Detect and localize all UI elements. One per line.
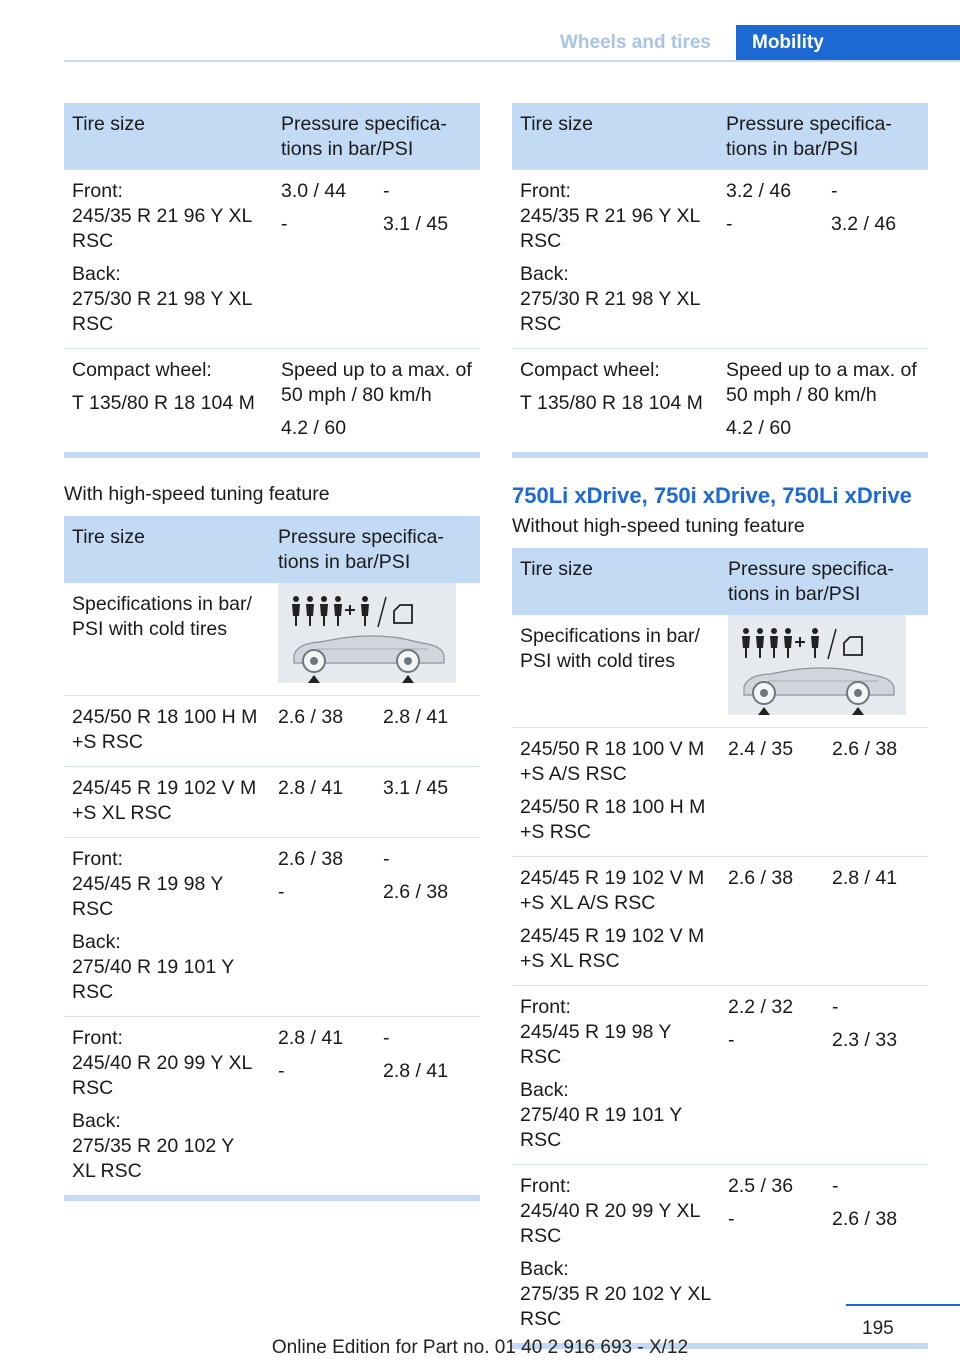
col-header-tire-size: Tire size xyxy=(512,548,720,615)
table-row xyxy=(512,728,928,857)
pressure-cell: 2.8 / 41 - xyxy=(278,1027,344,1082)
header-chapter-tab: Mobility xyxy=(736,25,960,62)
tire-table-right-1 xyxy=(512,103,928,452)
tire-size-cell: Compact wheel: T 135/80 R 18 104 M xyxy=(72,359,255,414)
col-header-tire-size: Tire size xyxy=(512,103,718,170)
tire-table-left-2 xyxy=(64,516,480,1195)
tire-table-right-2 xyxy=(512,548,928,1343)
table-end-rule xyxy=(512,452,928,458)
tire-table-left-1 xyxy=(64,103,480,452)
pressure-cell: 2.6 / 38 xyxy=(720,857,824,986)
pressure-cell: - 2.6 / 38 xyxy=(375,838,480,1017)
spec-label-cell: Specifications in bar/ PSI with cold tires xyxy=(64,583,270,696)
tire-size-cell: Front: 245/45 R 19 98 Y RSC Back: 275/40 R 19 101 Y RSC xyxy=(512,986,720,1165)
col-header-tire-size: Tire size xyxy=(64,103,273,170)
table-row xyxy=(64,583,480,696)
footer-edition: Online Edition for Part no. 01 40 2 916 693 - X/12 xyxy=(271,1337,689,1358)
pressure-cell: 2.8 / 41 xyxy=(270,767,375,838)
page-number-rule xyxy=(846,1304,960,1306)
tire-size-cell: Front: 245/35 R 21 96 Y XL RSC Back: 275/30 R 21 98 Y XL RSC xyxy=(64,170,273,349)
pressure-cell: 2.6 / 38 - xyxy=(270,838,375,1017)
table-row xyxy=(512,857,928,986)
pressure-cell: 3.1 / 45 xyxy=(375,767,480,838)
tire-size-cell: Front: 245/35 R 21 96 Y XL RSC Back: 275/30 R 21 98 Y XL RSC xyxy=(512,170,718,349)
table-row xyxy=(512,349,928,453)
pressure-cell: 2.6 / 38 xyxy=(270,696,375,767)
col-header-pressure: Pressure specifica- tions in bar/PSI xyxy=(718,103,928,170)
table-row xyxy=(64,696,480,767)
table-row xyxy=(64,349,480,453)
compact-wheel-note: Speed up to a max. of 50 mph / 80 km/h 4.2 / 60 xyxy=(726,359,917,439)
pressure-cell: 2.5 / 36 - xyxy=(728,1175,794,1230)
header-rule xyxy=(64,60,960,62)
table-row xyxy=(64,767,480,838)
pressure-cell: 2.8 / 41 xyxy=(824,857,928,986)
header-section-title: Wheels and tires xyxy=(560,32,711,53)
pressure-cell: - 3.1 / 45 xyxy=(375,170,480,349)
tire-size-cell: Front: 245/40 R 20 99 Y XL RSC Back: 275/35 R 20 102 Y XL RSC xyxy=(72,1027,252,1182)
vehicle-load-icon xyxy=(278,583,456,683)
pressure-cell: 2.2 / 32 - xyxy=(720,986,824,1165)
table-end-rule xyxy=(64,452,480,458)
tire-size-cell: 245/50 R 18 100 V M +S A/S RSC 245/50 R 18 100 H M +S RSC xyxy=(512,728,720,857)
spec-label-cell: Specifications in bar/ PSI with cold tires xyxy=(512,615,720,728)
table-row xyxy=(64,170,480,349)
pressure-cell: - 3.2 / 46 xyxy=(823,170,928,349)
tire-size-cell: Front: 245/40 R 20 99 Y XL RSC Back: 275/35 R 20 102 Y XL RSC xyxy=(520,1175,711,1330)
tire-size-cell: 245/45 R 19 102 V M +S XL RSC xyxy=(64,767,270,838)
page-number: 195 xyxy=(862,1318,894,1339)
no-high-speed-caption: Without high-speed tuning feature xyxy=(512,515,805,537)
table-row xyxy=(64,1017,480,1196)
col-header-pressure: Pressure specifica- tions in bar/PSI xyxy=(273,103,480,170)
tire-size-cell: Compact wheel: T 135/80 R 18 104 M xyxy=(520,359,703,414)
pressure-cell: 2.4 / 35 xyxy=(720,728,824,857)
pressure-cell: - 2.8 / 41 xyxy=(383,1027,449,1082)
tire-size-cell: 245/45 R 19 102 V M +S XL A/S RSC 245/45 R 19 102 V M +S XL RSC xyxy=(512,857,720,986)
tire-size-cell: Front: 245/45 R 19 98 Y RSC Back: 275/40 R 19 101 Y RSC xyxy=(64,838,270,1017)
section-heading: 750Li xDrive, 750i xDrive, 750Li xDrive xyxy=(512,483,912,508)
pressure-cell: 3.0 / 44 - xyxy=(273,170,375,349)
compact-wheel-note: Speed up to a max. of 50 mph / 80 km/h 4.2 / 60 xyxy=(281,359,472,439)
col-header-pressure: Pressure specifica- tions in bar/PSI xyxy=(720,548,928,615)
pressure-cell: - 2.6 / 38 xyxy=(832,1175,898,1230)
pressure-cell: - 2.3 / 33 xyxy=(824,986,928,1165)
pressure-cell: 3.2 / 46 - xyxy=(718,170,823,349)
vehicle-load-icon xyxy=(728,615,906,715)
table-row xyxy=(64,838,480,1017)
col-header-pressure: Pressure specifica- tions in bar/PSI xyxy=(270,516,480,583)
pressure-cell: 2.8 / 41 xyxy=(375,696,480,767)
col-header-tire-size: Tire size xyxy=(64,516,270,583)
table-end-rule xyxy=(64,1195,480,1201)
table-row xyxy=(512,615,928,728)
table-row xyxy=(512,986,928,1165)
high-speed-caption: With high-speed tuning feature xyxy=(64,483,330,505)
pressure-cell: 2.6 / 38 xyxy=(824,728,928,857)
table-row xyxy=(512,170,928,349)
tire-size-cell: 245/50 R 18 100 H M +S RSC xyxy=(64,696,270,767)
right-column xyxy=(512,103,928,1349)
left-column xyxy=(64,103,480,1201)
